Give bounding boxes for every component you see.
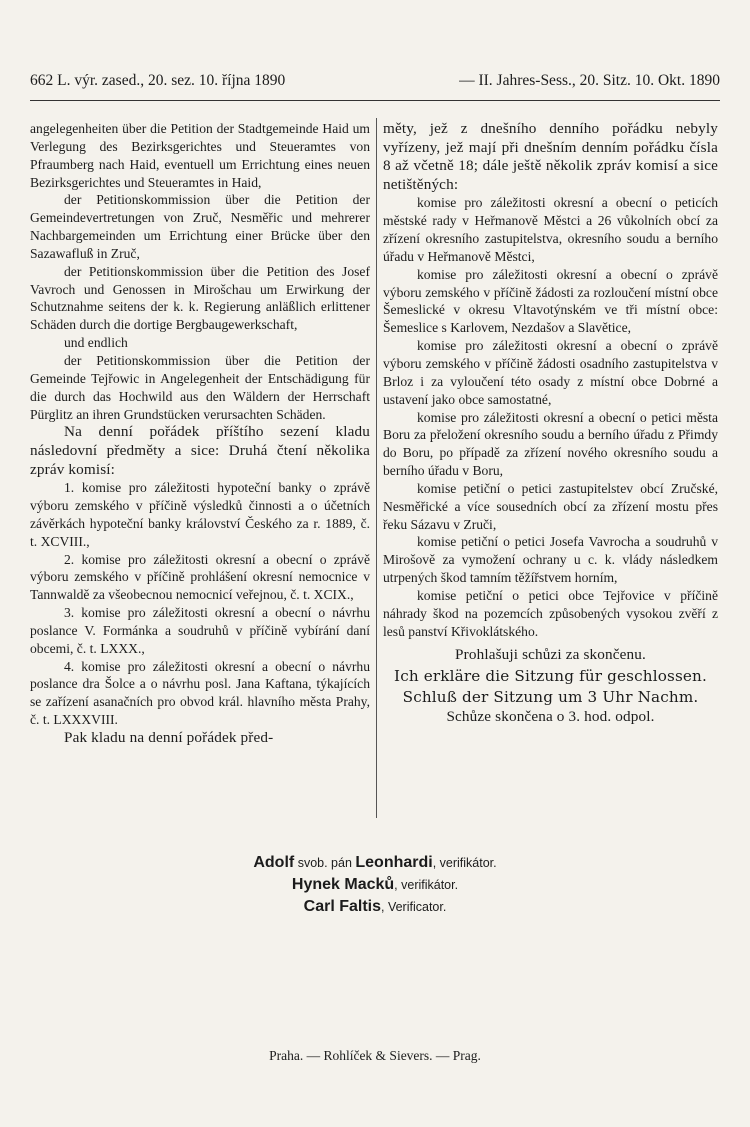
agenda-paragraph: měty, jež z dnešního denního pořádku nebyly vyřízeny, jež mají při dnešním denním pořádku čísla 8 až včetně 18; dále ještě několik zpráv komisí a sice netištěných: [383,120,718,193]
signer-name: Adolf [253,854,295,871]
czech-agenda-block [30,423,370,747]
agenda-paragraph: komise pro záležitosti okresní a obecní o zprávě výboru zemského v příčině žádosti za rozloučení místní obce Šemeslické v okresu Vltavotýnském ve tři místní obce: Šemeslice s Karlovem, Nezdašov a Slavětice, [383,266,718,336]
paragraph: und endlich [64,335,128,351]
closing-line: Schluß der Sitzung um 3 Uhr Nachm. [402,687,699,706]
paragraph: der Petitionskommission über die Petition der Gemeindevertretungen von Zruč, Nesměřic und mehrerer Nachbargemeinden um Errichtung einer Brücke über den Sazawafluß in Zruč, [30,192,370,261]
signer-name: Carl Faltis [303,898,382,915]
agenda-paragraph: Na denní pořádek příštího sezení kladu následovní předměty a sice: Druhá čtení několika zpráv komisí: [30,423,370,478]
agenda-paragraph: komise pro záležitosti okresní a obecní o zprávě výboru zemského v příčině žádosti osadního zastupitelstva v Brloz i za vyloučení této osady z místní obce Dobrné a ustavení jako obce samostatné, [383,338,718,407]
closing-line: Ich erkläre die Sitzung für geschlossen. [394,667,707,686]
agenda-paragraph: 2. komise pro záležitosti okresní a obecní o zprávě výboru zemského v příčině prohlášení okresní nemocnice v Tannwaldě za všeobecnou nemocnicí veřejnou, č. t. XCIX., [30,551,370,603]
closing-line: Prohlašuji schůzi za skončenu. [455,646,646,664]
paragraph: der Petitionskommission über die Petition des Josef Vavroch und Genossen in Mirošchau um Erwirkung der Schutznahme seitens der k. k. Regierung anläßlich erlittener Schäden durch die dortige Bergbaugewerkschaft, [30,263,370,333]
verifier-signatures [0,852,750,918]
agenda-paragraph: komise petiční o petici zastupitelstev obcí Zručské, Nesměřické a více sousedních obcí za zřízení mostu přes řeku Sázavu v Zruči, [383,480,718,532]
agenda-paragraph: komise pro záležitosti okresní a obecní o peticích městské rady v Heřmanově Městci a 26 vůkolních obcí za zřízení okresního zastupitelstva, okresního soudu a berního úřadu v Heřmanově Městci, [383,195,718,264]
column-divider [376,118,377,818]
signer-role: , verifikátor. [432,856,497,870]
printer-imprint: Praha. — Rohlíček & Sievers. — Prag. [269,1048,481,1063]
signer-line [0,874,750,896]
agenda-paragraph: Pak kladu na denní pořádek před- [64,728,274,746]
paragraph: angelegenheiten über die Petition der Stadtgemeinde Haid um Verlegung des Bezirksgerichtes und Steueramtes von Pfraumberg nach Haid, eventuell um Errichtung eines neuen Bezirksgerichtes und Steueramtes in Haid, [30,121,370,190]
signer-line [0,852,750,874]
closing-statements [383,646,718,726]
agenda-paragraph: 4. komise pro záležitosti okresní a obecní o návrhu poslance dra Šolce a o návrhu posl. Jana Kaftana, týkajících se zařízení asanačních pro obvod král. hlavního města Prahy, č. t. LXXXVIII. [30,658,370,728]
agenda-paragraph: 3. komise pro záležitosti okresní a obecní o návrhu poslance V. Formánka a soudruhů v příčině vybírání daní obcemi, č. t. LXXX., [30,605,370,656]
agenda-paragraph: komise petiční o petici obce Tejřovice v příčině náhrady škod na pozemcích způsobených vysokou zvěří z lesů panství Křivoklátského. [383,587,718,639]
header-czech: 662 L. výr. zased., 20. sez. 10. října 1890 [30,72,286,89]
header-german: — II. Jahres-Sess., 20. Sitz. 10. Okt. 1890 [459,72,720,89]
agenda-paragraph: komise pro záležitosti okresní a obecní o petici města Boru za přeložení okresního soudu a berního úřadu z Přimdy do Boru, po případě za zřízení nového okresního soudu a berního úřadu v Boru, [383,409,718,479]
paragraph: der Petitionskommission über die Petition der Gemeinde Tejřowic in Angelegenheit der Entschädigung für die durch das Hochwild aus den Wäldern der Herrschaft Pürglitz an ihren Grundstücken verursachten Schäden. [30,352,370,422]
page-header [30,72,720,90]
header-rule [30,100,720,101]
signer-role: , verifikátor. [394,878,459,892]
german-text-block [30,120,370,423]
left-column [30,120,370,748]
signer-line [0,896,750,918]
agenda-paragraph: komise petiční o petici Josefa Vavrocha a soudruhů v Mirošově za vymožení ochrany u c. k. vlády následkem utrpených škod tamním těžířstvem horním, [383,534,718,586]
agenda-paragraph: 1. komise pro záležitosti hypoteční banky o zprávě výboru zemského v příčině výsledků činnosti a o účetních závěrkách hypoteční banky království Českého za r. 1889, č. t. XCVIII., [30,480,370,549]
agenda-items [383,120,718,640]
right-column [383,120,718,729]
signer-surname: Leonhardi [355,854,433,871]
closing-line: Schůze skončena o 3. hod. odpol. [446,708,655,726]
signer-name: Hynek Macků [291,876,395,893]
signer-role: , Verificator. [381,900,447,914]
signer-title: svob. pán [294,856,356,870]
